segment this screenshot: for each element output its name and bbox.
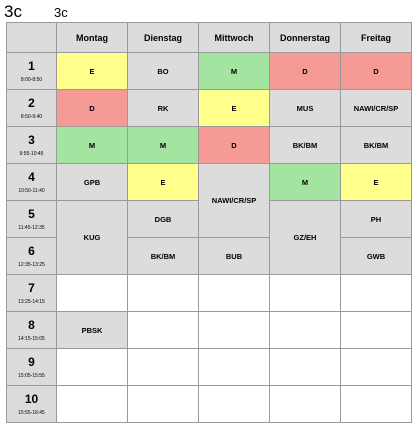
period-time: 8:00-8:50	[20, 76, 43, 83]
period-row-2	[7, 90, 412, 127]
period-label-3	[7, 127, 57, 164]
period-number: 2	[28, 95, 35, 110]
empty-cell[interactable]	[128, 349, 199, 386]
period-label-6	[7, 238, 57, 275]
period-time: 8:50-9:40	[20, 113, 43, 120]
empty-cell[interactable]	[128, 275, 199, 312]
lesson-cell[interactable]: D	[199, 127, 270, 164]
period-time: 13:25-14:15	[18, 298, 45, 305]
empty-cell[interactable]	[270, 386, 341, 423]
lesson-cell[interactable]: BO	[128, 53, 199, 90]
period-label-10	[7, 386, 57, 423]
lesson-cell[interactable]: NAWI/CR/SP	[341, 90, 412, 127]
lesson-cell[interactable]: GZ/EH	[270, 201, 341, 275]
lesson-cell[interactable]: M	[199, 53, 270, 90]
period-row-1	[7, 53, 412, 90]
period-time: 11:45-12:35	[18, 224, 45, 231]
period-number: 5	[28, 206, 35, 221]
empty-cell[interactable]	[199, 275, 270, 312]
empty-cell[interactable]	[270, 349, 341, 386]
empty-cell[interactable]	[341, 386, 412, 423]
period-time: 10:50-11:40	[18, 187, 45, 194]
lesson-cell[interactable]: BK/BM	[341, 127, 412, 164]
class-subtitle: 3c	[54, 5, 68, 20]
lesson-cell[interactable]: E	[199, 90, 270, 127]
empty-cell[interactable]	[57, 349, 128, 386]
period-label-7	[7, 275, 57, 312]
period-time: 15:05-15:55	[18, 372, 45, 379]
empty-cell[interactable]	[128, 312, 199, 349]
lesson-cell[interactable]: BK/BM	[128, 238, 199, 275]
lesson-cell[interactable]: M	[270, 164, 341, 201]
lesson-cell[interactable]: PBSK	[57, 312, 128, 349]
lesson-cell[interactable]: D	[57, 90, 128, 127]
lesson-cell[interactable]: GWB	[341, 238, 412, 275]
lesson-cell[interactable]: DGB	[128, 201, 199, 238]
period-label-2	[7, 90, 57, 127]
lesson-cell[interactable]: PH	[341, 201, 412, 238]
period-row-10	[7, 386, 412, 423]
period-number: 9	[28, 354, 35, 369]
period-number: 7	[28, 280, 35, 295]
period-label-4	[7, 164, 57, 201]
lesson-cell[interactable]: NAWI/CR/SP	[199, 164, 270, 238]
lesson-cell[interactable]: M	[57, 127, 128, 164]
empty-cell[interactable]	[199, 312, 270, 349]
empty-cell[interactable]	[270, 312, 341, 349]
period-time: 9:55-10:45	[19, 150, 44, 157]
period-number: 1	[28, 58, 35, 73]
empty-cell[interactable]	[199, 386, 270, 423]
empty-cell[interactable]	[199, 349, 270, 386]
lesson-cell[interactable]: KUG	[57, 201, 128, 275]
empty-cell[interactable]	[341, 275, 412, 312]
lesson-cell[interactable]: E	[341, 164, 412, 201]
period-number: 3	[28, 132, 35, 147]
lesson-cell[interactable]: BUB	[199, 238, 270, 275]
lesson-cell[interactable]: BK/BM	[270, 127, 341, 164]
lesson-cell[interactable]: MUS	[270, 90, 341, 127]
period-number: 10	[24, 391, 39, 406]
lesson-cell[interactable]: GPB	[57, 164, 128, 201]
day-header-wednesday: Mittwoch	[199, 23, 270, 53]
period-row-8	[7, 312, 412, 349]
period-label-1	[7, 53, 57, 90]
lesson-cell[interactable]: E	[57, 53, 128, 90]
day-header-row	[7, 23, 412, 53]
period-label-9	[7, 349, 57, 386]
period-time: 15:55-16:45	[18, 409, 45, 416]
period-row-3	[7, 127, 412, 164]
period-row-4	[7, 164, 412, 201]
empty-cell[interactable]	[128, 386, 199, 423]
lesson-cell[interactable]: RK	[128, 90, 199, 127]
day-header-tuesday: Dienstag	[128, 23, 199, 53]
period-number: 8	[28, 317, 35, 332]
period-row-7	[7, 275, 412, 312]
lesson-cell[interactable]: E	[128, 164, 199, 201]
timetable-header	[0, 0, 416, 22]
lesson-cell[interactable]: D	[341, 53, 412, 90]
empty-cell[interactable]	[57, 386, 128, 423]
day-header-thursday: Donnerstag	[270, 23, 341, 53]
period-number: 4	[28, 169, 35, 184]
empty-cell[interactable]	[341, 349, 412, 386]
lesson-cell[interactable]: M	[128, 127, 199, 164]
day-header-monday: Montag	[57, 23, 128, 53]
empty-cell[interactable]	[341, 312, 412, 349]
class-title: 3c	[4, 2, 22, 21]
period-label-8	[7, 312, 57, 349]
day-header-friday: Freitag	[341, 23, 412, 53]
period-number: 6	[28, 243, 35, 258]
empty-cell[interactable]	[57, 275, 128, 312]
empty-cell[interactable]	[270, 275, 341, 312]
period-time: 14:15-15:05	[18, 335, 45, 342]
period-row-9	[7, 349, 412, 386]
lesson-cell[interactable]: D	[270, 53, 341, 90]
timetable-grid	[6, 22, 412, 423]
period-label-5	[7, 201, 57, 238]
corner-cell	[7, 23, 57, 53]
period-time: 12:35-13:25	[18, 261, 45, 268]
